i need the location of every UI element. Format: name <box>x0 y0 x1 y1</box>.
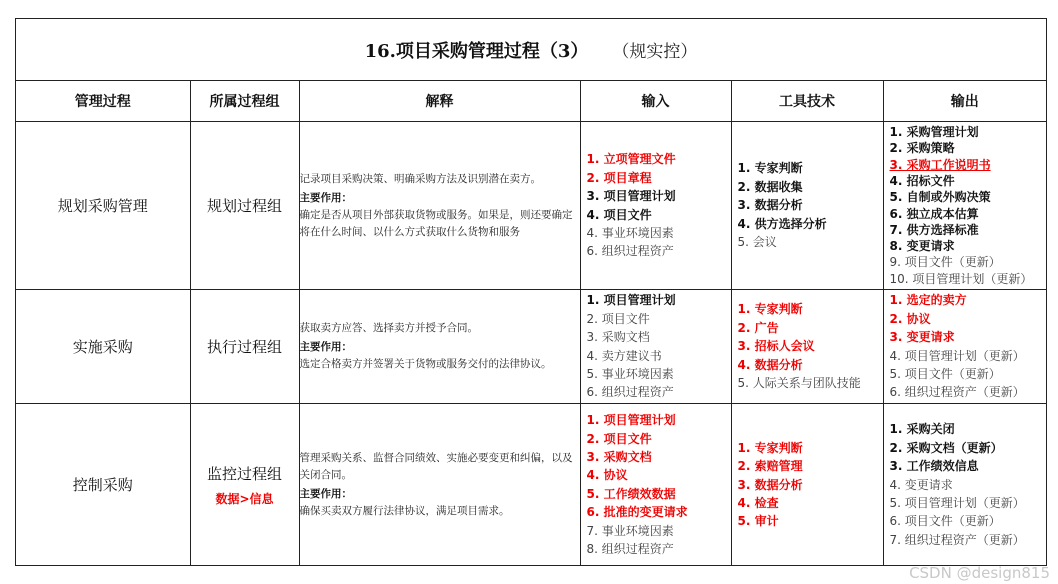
explanation-heading: 主要作用： <box>299 191 352 204</box>
explanation-intro: 管理采购关系、监督合同绩效、实施必要变更和纠偏，以及关闭合同。 <box>299 451 573 481</box>
inputs-cell <box>580 290 731 404</box>
explanation-intro: 获取卖方应答、选择卖方并授予合同。 <box>299 322 478 334</box>
input-item: 7. 事业环境因素 <box>586 523 674 538</box>
input-item: 4. 卖方建议书 <box>586 348 662 363</box>
output-item: 4. 招标文件 <box>889 173 955 188</box>
tool-item: 3. 数据分析 <box>737 477 803 492</box>
input-item: 6. 组织过程资产 <box>586 244 674 259</box>
output-item: 9. 项目文件（更新） <box>889 255 1001 270</box>
tool-item: 5. 审计 <box>737 514 779 529</box>
tool-item: 4. 检查 <box>737 495 779 510</box>
input-item: 6. 组织过程资产 <box>586 385 674 400</box>
tools-cell <box>731 404 883 566</box>
header-row <box>16 81 1046 122</box>
process-group: 监控过程组 <box>206 464 282 483</box>
tool-item: 5. 人际关系与团队技能 <box>737 376 861 391</box>
output-item: 3. 采购工作说明书 <box>889 157 991 172</box>
page-subtitle: （规实控） <box>612 42 698 62</box>
output-item: 2. 采购策略 <box>889 141 955 156</box>
input-item: 3. 采购文档 <box>586 330 650 345</box>
output-item: 6. 组织过程资产（更新） <box>889 385 1025 400</box>
output-item: 2. 协议 <box>889 311 931 326</box>
header-explanation: 解释 <box>299 81 580 122</box>
inputs-list <box>581 291 731 401</box>
output-item: 6. 项目文件（更新） <box>889 514 1001 529</box>
output-item: 8. 变更请求 <box>889 239 955 254</box>
output-item: 2. 采购文档（更新） <box>889 440 1003 455</box>
tool-item: 3. 招标人会议 <box>737 339 815 354</box>
header-tools: 工具技术 <box>731 81 883 122</box>
output-item: 7. 供方选择标准 <box>889 222 979 237</box>
page-title: 16.项目采购管理过程（3） <box>364 40 589 62</box>
explanation-heading: 主要作用： <box>299 487 352 500</box>
tools-cell <box>731 122 883 290</box>
input-item: 4. 项目文件 <box>586 207 652 222</box>
tool-item: 4. 供方选择分析 <box>737 216 827 231</box>
tool-item: 3. 数据分析 <box>737 198 803 213</box>
input-item: 2. 项目文件 <box>586 431 652 446</box>
table-row <box>16 122 1046 290</box>
process-group-cell <box>190 290 299 404</box>
output-item: 1. 采购关闭 <box>889 422 955 437</box>
input-item: 5. 工作绩效数据 <box>586 486 676 501</box>
input-item: 4. 协议 <box>586 468 628 483</box>
tool-item: 2. 广告 <box>737 320 779 335</box>
output-item: 10. 项目管理计划（更新） <box>889 271 1033 286</box>
header-process: 管理过程 <box>16 81 190 122</box>
input-item: 1. 立项管理文件 <box>586 152 676 167</box>
explanation-body: 确定是否从项目外部获取货物或服务。如果是，则还要确定将在什么时间、以什么方式获取什么货物和服务 <box>299 208 573 238</box>
outputs-cell <box>883 290 1046 404</box>
tool-item: 4. 数据分析 <box>737 357 803 372</box>
output-item: 1. 选定的卖方 <box>889 293 967 308</box>
output-item: 3. 变更请求 <box>889 330 955 345</box>
explanation-body: 确保买卖双方履行法律协议，满足项目需求。 <box>299 504 510 517</box>
explanation-cell <box>299 290 580 404</box>
process-group: 执行过程组 <box>206 338 282 356</box>
output-item: 4. 变更请求 <box>889 477 953 492</box>
output-item: 5. 项目管理计划（更新） <box>889 495 1025 510</box>
input-item: 6. 批准的变更请求 <box>586 505 688 520</box>
explanation-cell <box>299 404 580 566</box>
outputs-list <box>884 291 1047 401</box>
outputs-cell <box>883 122 1046 290</box>
inputs-list <box>581 150 731 260</box>
explanation-body: 选定合格卖方并签署关于货物或服务交付的法律协议。 <box>299 358 552 370</box>
output-item: 6. 独立成本估算 <box>889 206 979 221</box>
tools-list <box>732 439 883 531</box>
header-inputs: 输入 <box>580 81 731 122</box>
table-row <box>16 404 1046 566</box>
output-item: 4. 项目管理计划（更新） <box>889 348 1025 363</box>
tool-item: 1. 专家判断 <box>737 302 803 317</box>
outputs-list <box>884 420 1047 549</box>
tool-item: 2. 数据收集 <box>737 179 803 194</box>
header-outputs: 输出 <box>883 81 1046 122</box>
input-item: 3. 项目管理计划 <box>586 189 676 204</box>
process-group-cell <box>190 404 299 566</box>
output-item: 1. 采购管理计划 <box>889 125 979 140</box>
input-item: 4. 事业环境因素 <box>586 225 674 240</box>
output-item: 5. 自制或外购决策 <box>889 190 991 205</box>
process-name: 控制采购 <box>16 404 190 566</box>
explanation-intro: 记录项目采购决策、明确采购方法及识别潜在卖方。 <box>299 172 541 185</box>
output-item: 3. 工作绩效信息 <box>889 459 979 474</box>
input-item: 1. 项目管理计划 <box>586 413 676 428</box>
explanation-heading: 主要作用： <box>299 341 352 353</box>
group-note: 数据>信息 <box>215 491 274 506</box>
inputs-list <box>581 411 731 558</box>
process-table-frame <box>15 18 1047 566</box>
outputs-cell <box>883 404 1046 566</box>
watermark: CSDN @design815 <box>909 564 1050 582</box>
explanation-cell <box>299 122 580 290</box>
process-name: 规划采购管理 <box>16 122 190 290</box>
process-name: 实施采购 <box>16 290 190 404</box>
process-group-cell <box>190 122 299 290</box>
table-row <box>16 290 1046 404</box>
input-item: 5. 事业环境因素 <box>586 366 674 381</box>
process-group: 规划过程组 <box>206 197 282 215</box>
output-item: 5. 项目文件（更新） <box>889 366 1001 381</box>
inputs-cell <box>580 122 731 290</box>
tools-cell <box>731 290 883 404</box>
tool-item: 2. 索赔管理 <box>737 459 803 474</box>
title-row <box>16 19 1046 81</box>
output-item: 7. 组织过程资产（更新） <box>889 532 1025 547</box>
outputs-list <box>884 124 1047 287</box>
process-table <box>16 81 1046 566</box>
tool-item: 1. 专家判断 <box>737 440 803 455</box>
input-item: 2. 项目章程 <box>586 170 652 185</box>
input-item: 8. 组织过程资产 <box>586 541 674 556</box>
tools-list <box>732 159 883 251</box>
inputs-cell <box>580 404 731 566</box>
header-group: 所属过程组 <box>190 81 299 122</box>
input-item: 3. 采购文档 <box>586 449 652 464</box>
tool-item: 5. 会议 <box>737 235 777 250</box>
input-item: 1. 项目管理计划 <box>586 293 676 308</box>
input-item: 2. 项目文件 <box>586 311 650 326</box>
tools-list <box>732 300 883 392</box>
tool-item: 1. 专家判断 <box>737 161 803 176</box>
